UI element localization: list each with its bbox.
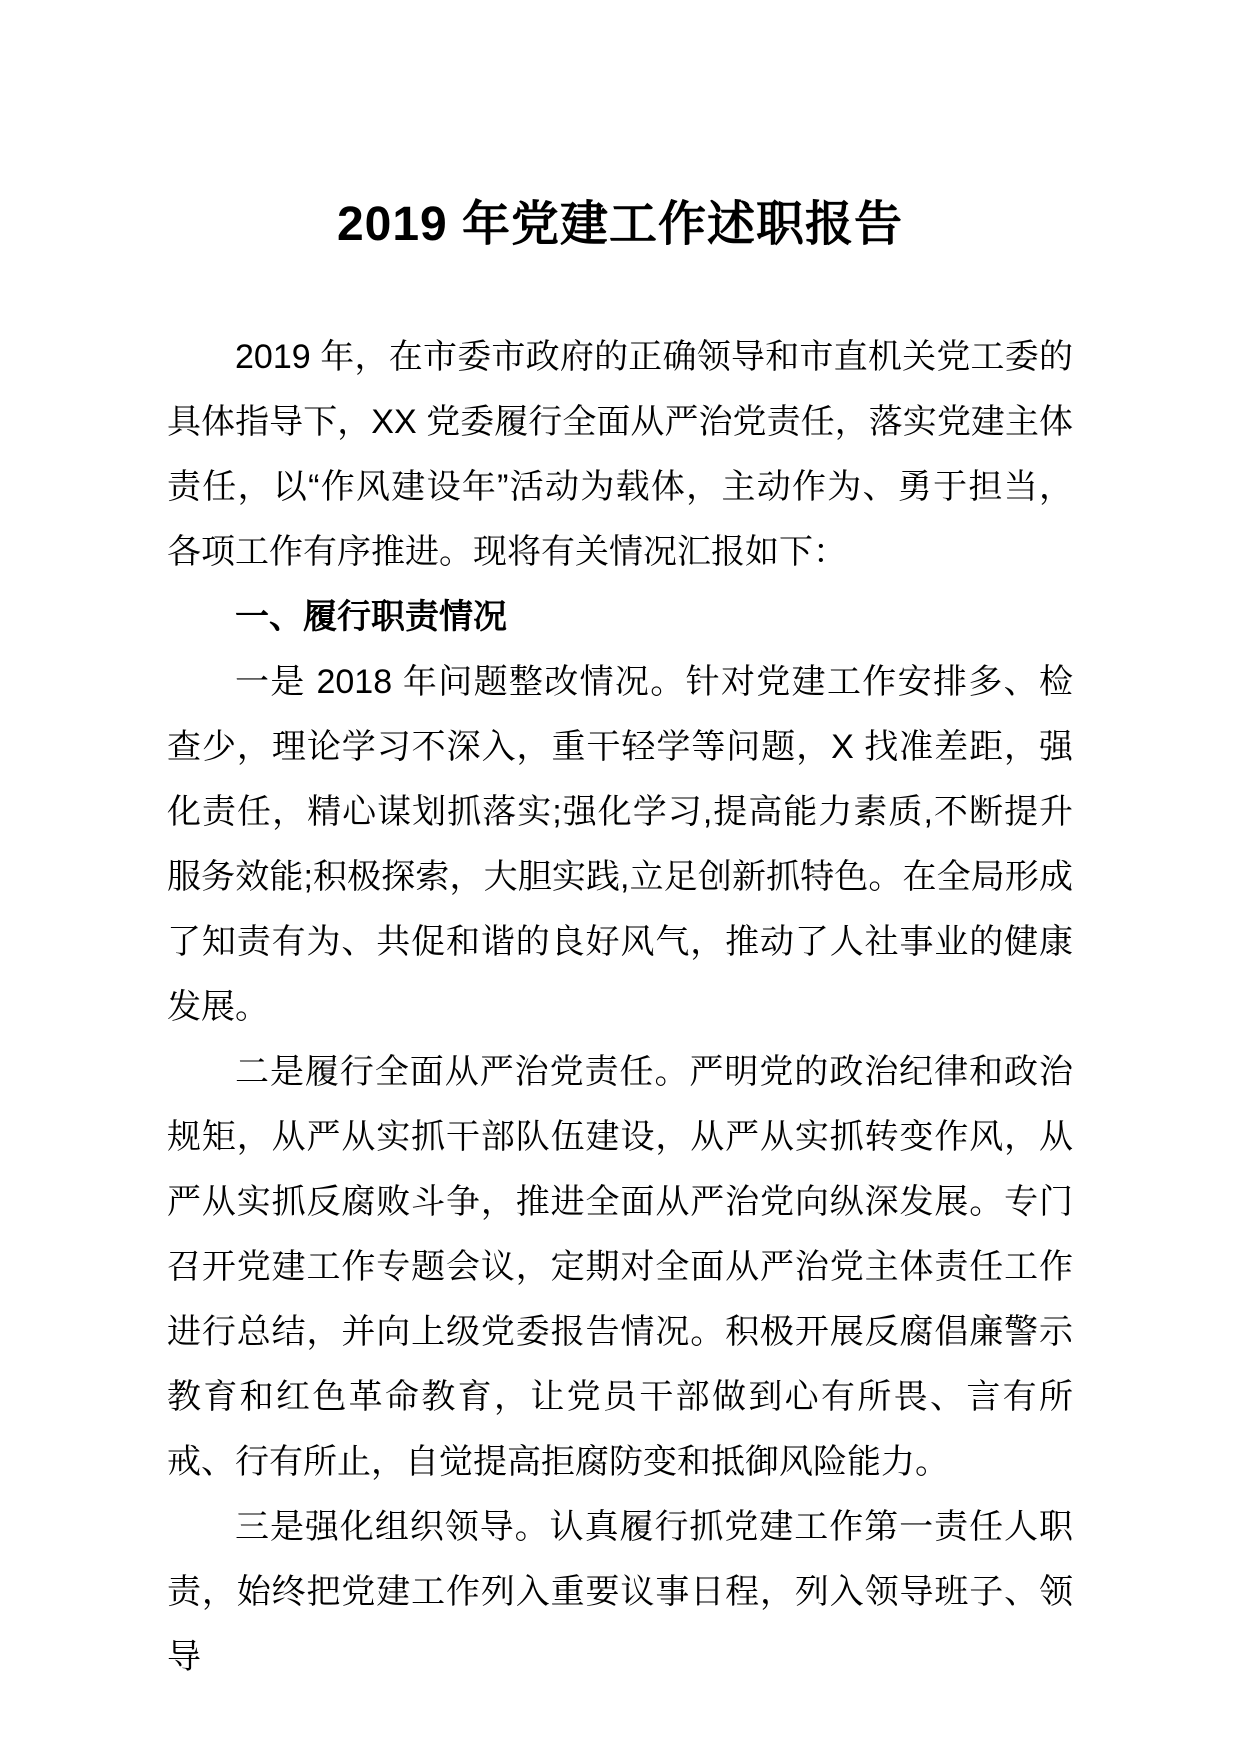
section-heading-duties: 一、履行职责情况 — [235, 598, 507, 636]
document-body — [167, 325, 1073, 1690]
paragraph-intro: 2019 年，在市委市政府的正确领导和市直机关党工委的具体指导下，XX 党委履行全面从严治党责任，落实党建主体责任，以“作风建设年”活动为载体，主动作为、勇于担当，各项工作有序推进。现将有关情况汇报如下： — [167, 338, 1073, 571]
paragraph-point-three-truncated: 三是强化组织领导。认真履行抓党建工作第一责任人职责，始终把党建工作列入重要议事日程，列入领导班子、领导 — [167, 1508, 1073, 1676]
paragraph-point-one: 一是 2018 年问题整改情况。针对党建工作安排多、检查少，理论学习不深入，重干轻学等问题，X 找准差距，强化责任，精心谋划抓落实;强化学习,提高能力素质,不断提升服务效能;积极探索，大胆实践,立足创新抓特色。在全局形成了知责有为、共促和谐的良好风气，推动了人社事业的健康发展。 — [167, 663, 1073, 1026]
document-title: 2019 年党建工作述职报告 — [336, 198, 904, 251]
paragraph-point-two: 二是履行全面从严治党责任。严明党的政治纪律和政治规矩，从严从实抓干部队伍建设，从严从实抓转变作风，从严从实抓反腐败斗争，推进全面从严治党向纵深发展。专门召开党建工作专题会议，定期对全面从严治党主体责任工作进行总结，并向上级党委报告情况。积极开展反腐倡廉警示教育和红色革命教育，让党员干部做到心有所畏、言有所戒、行有所止，自觉提高拒腐防变和抵御风险能力。 — [167, 1053, 1073, 1481]
